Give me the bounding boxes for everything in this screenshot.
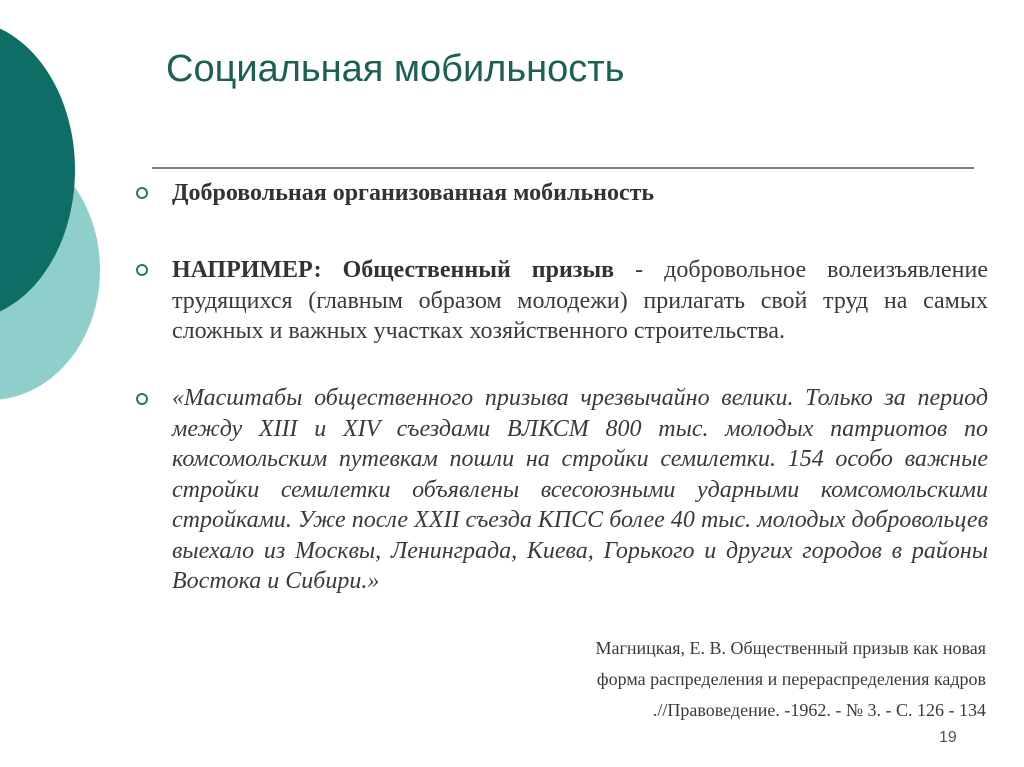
page-number: 19 [939, 729, 957, 746]
bullet-marker-2 [136, 264, 148, 276]
bullet-3-quote: «Масштабы общественного призыва чрезвычайно велики. Только за период между XIII и XIV съездами ВЛКСМ 800 тыс. молодых патриотов по комсомольским путевкам пошли на стройки семилетки. 154 особо важные стройки семилетки объявлены всесоюзными ударными комсомольскими стройками. Уже после XXII съезда КПСС более 40 тыс. молодых добровольцев выехало из Москвы, Ленинграда, Киева, Горького и других городов в районы Востока и Сибири.» [172, 385, 988, 594]
bullet-2-definition: - добровольное волеизъявление трудящихся (главным образом молодежи) прилагать свой труд на самых сложных и важных участках хозяйственного строительства. [172, 257, 988, 344]
citation-line-2: форма распределения и перераспределения кадров [596, 669, 986, 689]
bullet-1-text: Добровольная организованная мобильность [172, 180, 655, 206]
bullet-marker-1 [136, 187, 148, 199]
citation-line-1: Магницкая, Е. В. Общественный призыв как новая [595, 638, 986, 658]
title-divider [152, 167, 974, 169]
bullet-2-text [172, 255, 988, 347]
citation-line-3: .//Правоведение. -1962. - № 3. - С. 126 - 134 [652, 700, 986, 720]
slide-title: Социальная мобильность [166, 48, 625, 90]
bullet-2-bold-lead: НАПРИМЕР: Общественный призыв [172, 257, 615, 283]
citation [466, 633, 986, 726]
bullet-marker-3 [136, 393, 148, 405]
